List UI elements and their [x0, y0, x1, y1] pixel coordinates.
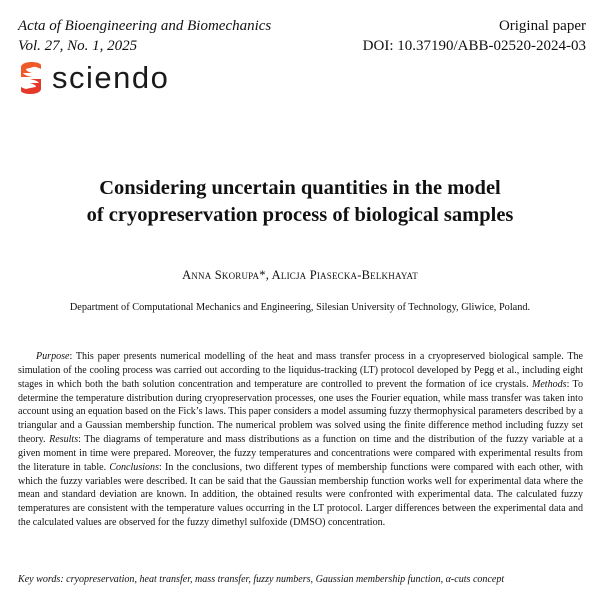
authors: Anna Skorupa*, Alicja Piasecka-Belkhayat: [182, 268, 418, 282]
keywords: [18, 573, 583, 586]
publisher-logo[interactable]: [16, 60, 169, 96]
paper-title-line-2: of cryopreservation process of biological samples: [86, 204, 514, 226]
abstract-methods-label: Methods: [531, 378, 567, 390]
paper-title-line-1: Considering uncertain quantities in the model: [99, 177, 501, 199]
abstract-conclusions-text: : In the conclusions, two different types of membership functions were compared with each other, with which the fuzzy variables were described. It can be said that the Gaussian membership function works well for experimental data where the mean and standard deviation are known. In addition, the obtained results were confronted with experimental data. The calculated fuzzy temperatures are consistent with the temperature values occurring in the LT protocol. Larger differences between the experimental data and the calculated values are observed for the fuzzy dimethyl sulfoxide (DMSO) concentration.: [18, 461, 583, 529]
abstract: [18, 350, 583, 530]
paper-title: [0, 175, 600, 229]
abstract-results-label: Results: [49, 434, 79, 446]
journal-header: [18, 16, 271, 56]
paper-meta: [363, 16, 586, 56]
publisher-name: sciendo: [52, 60, 170, 95]
abstract-methods-text: : To determine the temperature distribution during cryopreservation processes, one uses the Fourier equation, while mass transfer was taken into account using an equation based on the Fick’s laws. This paper considers a model assuming fuzzy thermophysical parameters described by a triangular and a Gaussian membership function. The numerical problem was solved using the finite difference method including fuzzy set theory.: [18, 378, 583, 446]
paper-type: Original paper: [498, 18, 586, 34]
affiliation: Department of Computational Mechanics and Engineering, Silesian University of Technology, Gliwice, Poland.: [69, 302, 531, 313]
abstract-purpose-label: Purpose: [36, 351, 70, 362]
abstract-results-text: : The diagrams of temperature and mass distributions as a function on time and the distribution of the fuzzy variable at a given moment in time were prepared. Moreover, the fuzzy temperatures and concentrations were compared with experimental results from the literature in table.: [18, 434, 584, 473]
sciendo-s-logo-icon: [16, 60, 46, 96]
keywords-label: Key words: [18, 574, 61, 585]
journal-name: Acta of Bioengineering and Biomechanics: [18, 18, 272, 34]
abstract-conclusions-label: Conclusions: [109, 461, 159, 473]
keywords-text: : cryopreservation, heat transfer, mass transfer, fuzzy numbers, Gaussian membership function, α-cuts concept: [60, 574, 505, 585]
abstract-purpose-text: : This paper presents numerical modelling of the heat and mass transfer process in a cryopreserved biological sample. The simulation of the cooling process was carried out according to the liquidus-tracking (LT) protocol developed by Pegg et al., including eight stages in which both the bath solution concentration and temperature are controlled to prevent the formation of ice crystals.: [18, 351, 583, 390]
doi[interactable]: DOI: 10.37190/ABB-02520-2024-03: [362, 38, 586, 54]
journal-volume: Vol. 27, No. 1, 2025: [18, 38, 138, 54]
